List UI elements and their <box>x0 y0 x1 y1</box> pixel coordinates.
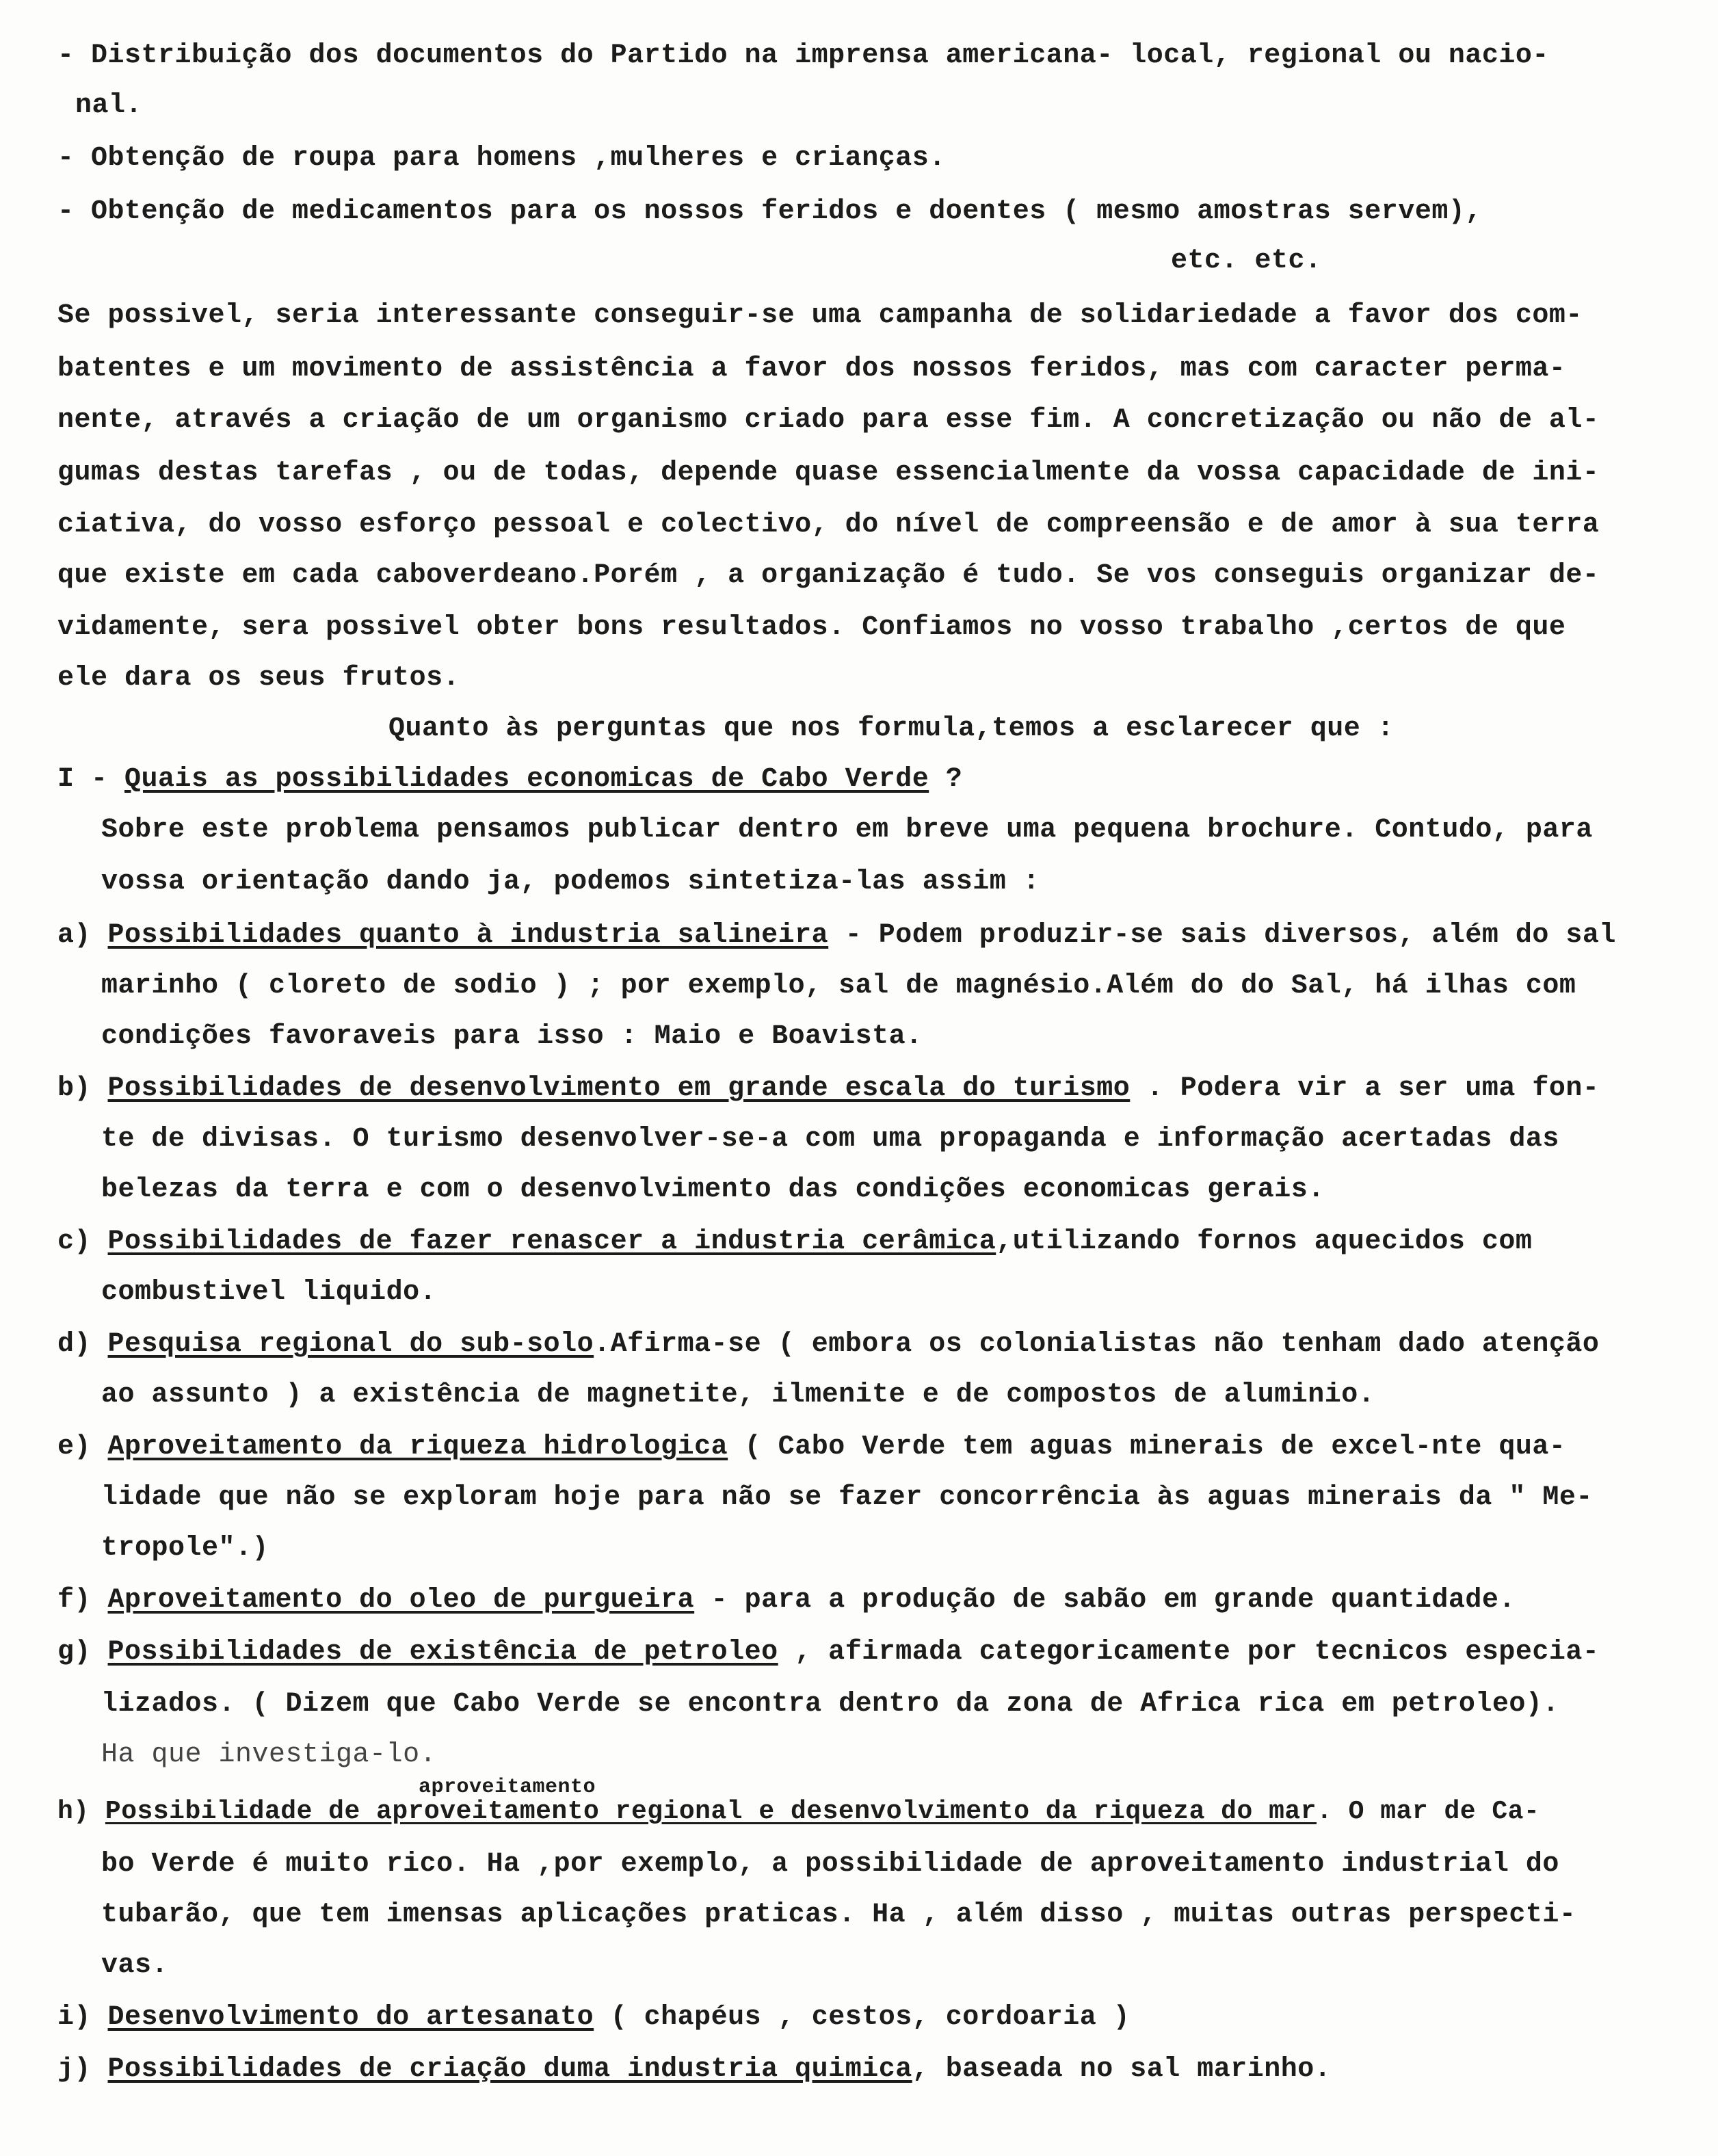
paragraph-line: Se possivel, seria interessante conseguir-se uma campanha de solidariedade a favor dos com- <box>57 300 1583 331</box>
paragraph-line: ciativa, do vosso esforço pessoal e colectivo, do nível de compreensão e de amor à sua terra <box>57 510 1600 540</box>
item-h-line: vas. <box>101 1950 169 1981</box>
bullet-medicines: - Obtenção de medicamentos para os nossos feridos e doentes ( mesmo amostras servem), <box>57 196 1482 227</box>
item-b-line: te de divisas. O turismo desenvolver-se-a com uma propaganda e informação acertadas das <box>101 1124 1559 1155</box>
item-h-line: tubarão, que tem imensas aplicações praticas. Ha , além disso , muitas outras perspecti- <box>101 1899 1576 1930</box>
item-a-line: marinho ( cloreto de sodio ) ; por exemplo, sal de magnésio.Além do do Sal, há ilhas com <box>101 971 1576 1001</box>
paragraph-line: gumas destas tarefas , ou de todas, depende quase essencialmente da vossa capacidade de ini- <box>57 458 1600 488</box>
item-d-line: ao assunto ) a existência de magnetite, ilmenite e de compostos de aluminio. <box>101 1380 1375 1410</box>
item-e-heading: e) Aproveitamento da riqueza hidrologica ( Cabo Verde tem aguas minerais de excel-nte qua- <box>57 1432 1566 1462</box>
paragraph-line: vidamente, sera possivel obter bons resultados. Confiamos no vosso trabalho ,certos de que <box>57 612 1566 643</box>
bullet-clothing: - Obtenção de roupa para homens ,mulheres e crianças. <box>57 143 946 174</box>
section-heading-text: Quais as possibilidades economicas de Cabo Verde <box>124 764 929 795</box>
item-g-heading: g) Possibilidades de existência de petroleo , afirmada categoricamente por tecnicos especia- <box>57 1637 1600 1668</box>
item-g-line: lizados. ( Dizem que Cabo Verde se encontra dentro da zona de Africa rica em petroleo). <box>101 1689 1559 1720</box>
item-i-heading: i) Desenvolvimento do artesanato ( chapéus , cestos, cordoaria ) <box>57 2002 1131 2033</box>
item-f-heading: f) Aproveitamento do oleo de purgueira - para a produção de sabão em grande quantidade. <box>57 1585 1516 1616</box>
paragraph-line: ele dara os seus frutos. <box>57 663 460 694</box>
item-e-line: lidade que não se exploram hoje para não se fazer concorrência às aguas minerais da " Me- <box>101 1482 1593 1513</box>
item-b-heading: b) Possibilidades de desenvolvimento em grande escala do turismo . Podera vir a ser uma fon- <box>57 1073 1600 1104</box>
item-a-line: condições favoraveis para isso : Maio e Boavista. <box>101 1021 923 1052</box>
paragraph-line: batentes e um movimento de assistência a favor dos nossos feridos, mas com caracter perma- <box>57 354 1566 384</box>
item-h-line: bo Verde é muito rico. Ha ,por exemplo, a possibilidade de aproveitamento industrial do <box>101 1849 1559 1880</box>
item-b-line: belezas da terra e com o desenvolvimento das condições economicas gerais. <box>101 1174 1325 1205</box>
section-text-line: Sobre este problema pensamos publicar dentro em breve uma pequena brochure. Contudo, para <box>101 815 1593 845</box>
section-heading-economic-possibilities: I - Quais as possibilidades economicas de Cabo Verde ? <box>57 764 963 795</box>
paragraph-line: nente, através a criação de um organismo criado para esse fim. A concretização ou não de al- <box>57 405 1600 436</box>
item-c-heading: c) Possibilidades de fazer renascer a industria cerâmica,utilizando fornos aquecidos com <box>57 1226 1533 1257</box>
questions-intro: Quanto às perguntas que nos formula,temos a esclarecer que : <box>388 713 1395 744</box>
bullet-distribution: - Distribuição dos documentos do Partido na imprensa americana- local, regional ou nacio- <box>57 40 1549 71</box>
item-e-line: tropole".) <box>101 1533 269 1564</box>
item-a-heading: a) Possibilidades quanto à industria salineira - Podem produzir-se sais diversos, além do sal <box>57 920 1616 951</box>
item-h-insert-note: aproveitamento <box>419 1776 596 1799</box>
section-text-line: vossa orientação dando ja, podemos sintetiza-las assim : <box>101 867 1040 897</box>
item-h-heading: h) Possibilidade de aproveitamento regional e desenvolvimento da riqueza do mar. O mar de Ca- <box>57 1797 1540 1826</box>
item-j-heading: j) Possibilidades de criação duma industria quimica, baseada no sal marinho. <box>57 2054 1332 2085</box>
item-g-line: Ha que investiga-lo. <box>101 1739 437 1770</box>
bullet-distribution-cont: nal. <box>75 90 143 121</box>
bullet-etc: etc. etc. <box>1171 246 1322 276</box>
paragraph-line: que existe em cada caboverdeano.Porém , a organização é tudo. Se vos conseguis organizar de- <box>57 560 1600 591</box>
item-c-line: combustivel liquido. <box>101 1277 437 1308</box>
item-d-heading: d) Pesquisa regional do sub-solo.Afirma-se ( embora os colonialistas não tenham dado atenção <box>57 1329 1600 1360</box>
